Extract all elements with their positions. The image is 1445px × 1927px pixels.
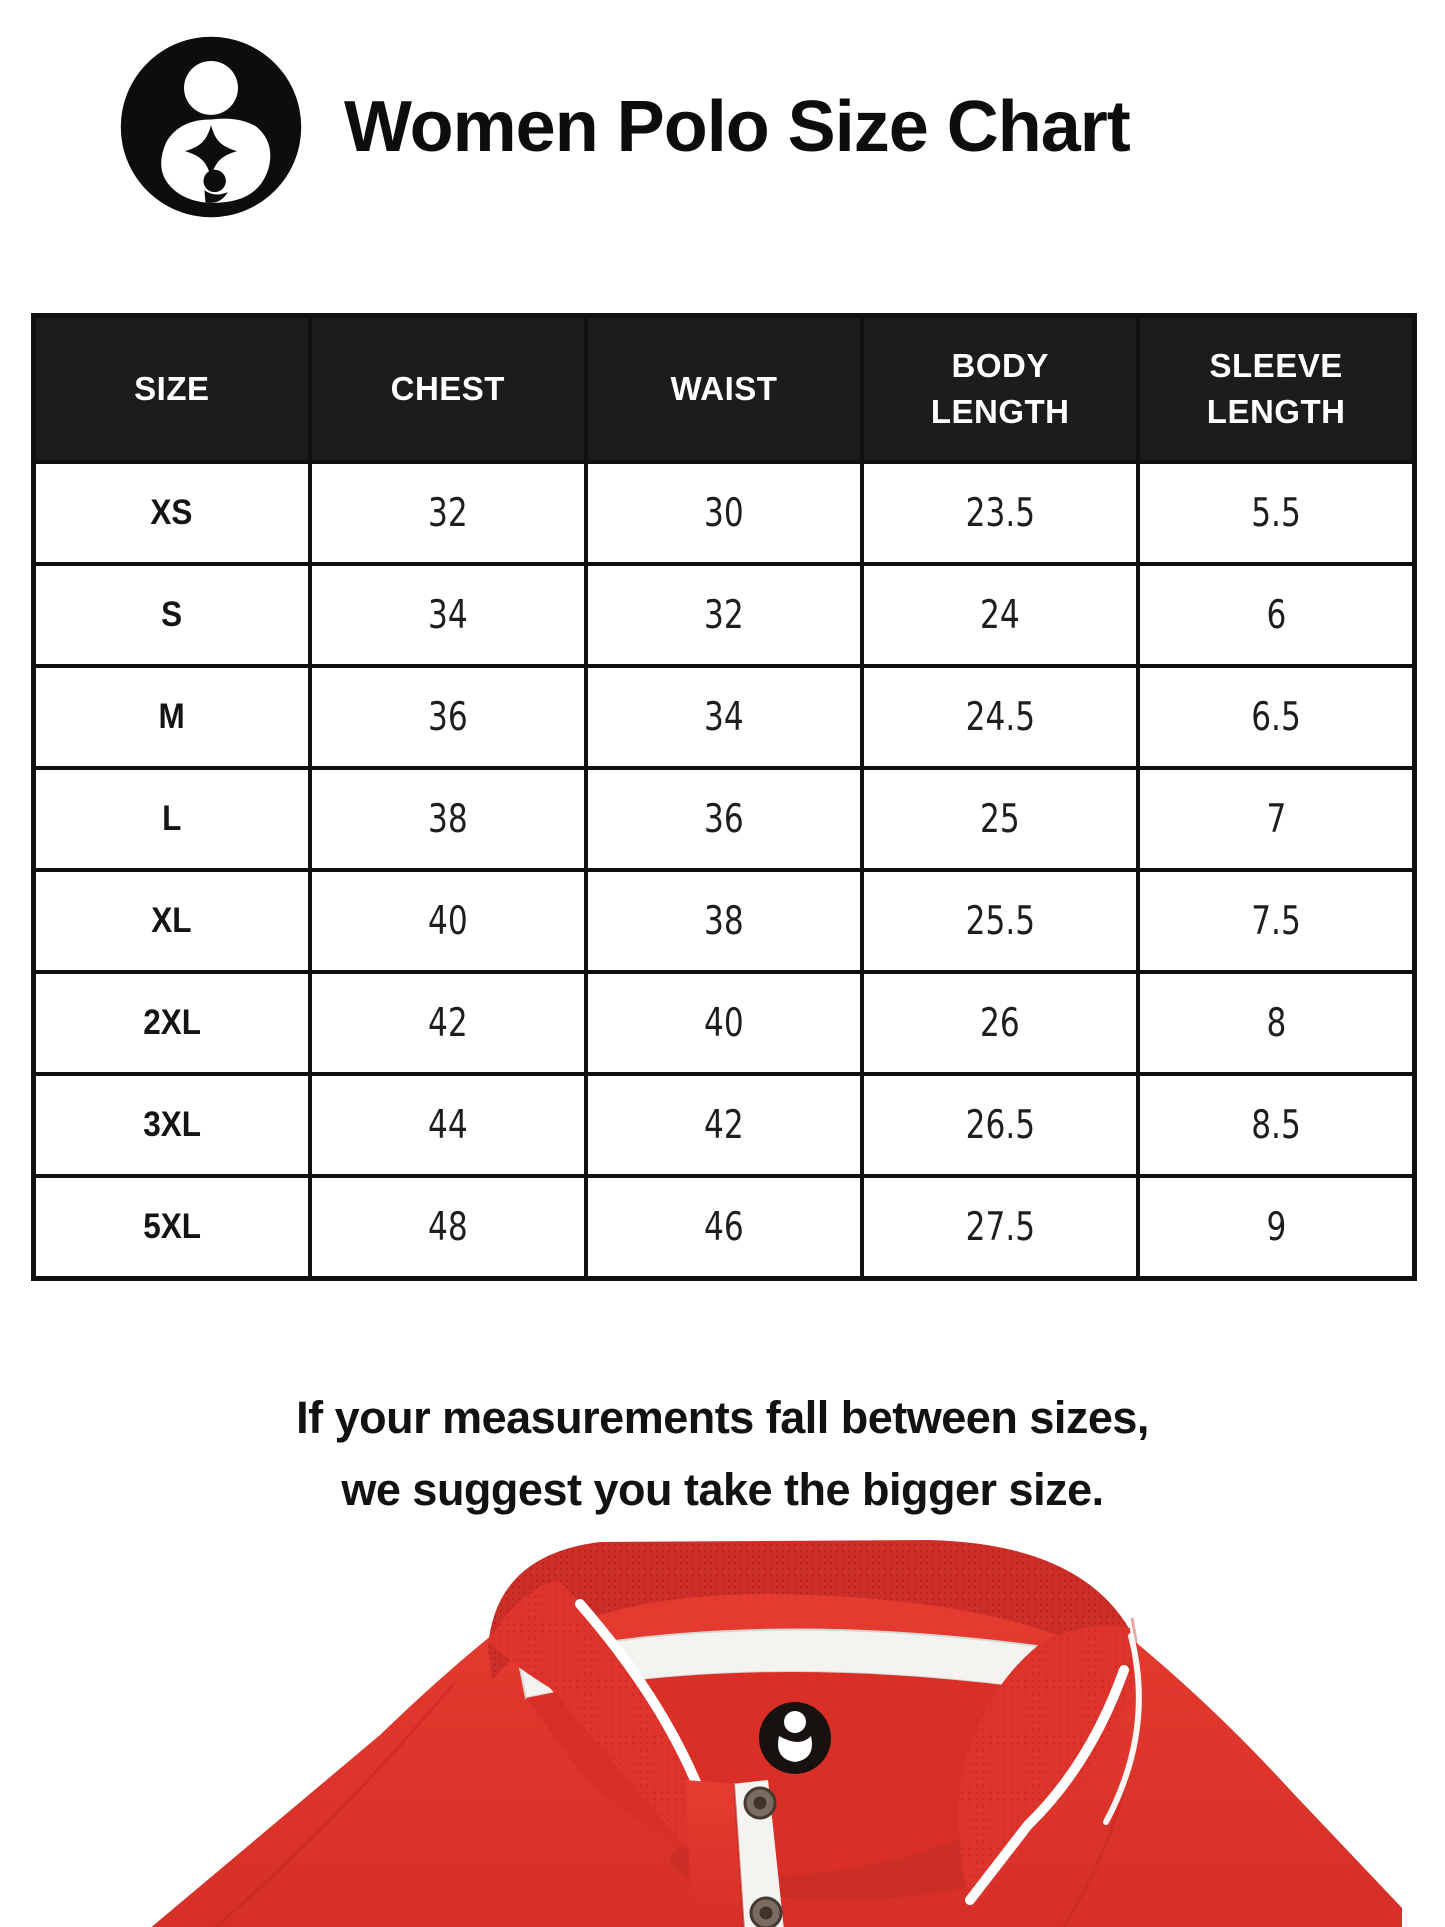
size-cell bbox=[34, 1074, 310, 1176]
polo-button bbox=[745, 1788, 775, 1818]
sizing-note-line1: If your measurements fall between sizes, bbox=[296, 1392, 1149, 1443]
size-value: M bbox=[158, 697, 185, 736]
size-value: 2XL bbox=[142, 1003, 201, 1042]
chest-cell bbox=[310, 1176, 586, 1279]
column-header-waist: WAIST bbox=[586, 316, 862, 463]
table-row-2xl bbox=[34, 972, 1415, 1074]
table-row-xl bbox=[34, 870, 1415, 972]
waist-cell bbox=[586, 972, 862, 1074]
sleeve-length-value: 5.5 bbox=[1251, 490, 1301, 536]
sleeve-length-value: 8.5 bbox=[1251, 1102, 1301, 1148]
body-length-value: 24.5 bbox=[965, 694, 1035, 740]
body-length-value: 25 bbox=[980, 796, 1021, 842]
chest-cell bbox=[310, 666, 586, 768]
body-length-value: 26.5 bbox=[965, 1102, 1035, 1148]
size-value: XS bbox=[150, 493, 193, 532]
sleeve-length-cell bbox=[1138, 564, 1414, 666]
body-length-cell bbox=[862, 1176, 1138, 1279]
neck-label-logo-icon bbox=[759, 1702, 831, 1774]
sleeve-length-cell bbox=[1138, 870, 1414, 972]
size-value: 5XL bbox=[142, 1207, 201, 1246]
sleeve-length-cell bbox=[1138, 462, 1414, 564]
body-length-value: 23.5 bbox=[965, 490, 1035, 536]
header bbox=[118, 34, 1130, 220]
size-chart-table bbox=[31, 313, 1417, 1281]
size-chart-table-wrap bbox=[31, 313, 1417, 1281]
size-cell bbox=[34, 564, 310, 666]
chest-cell bbox=[310, 1074, 586, 1176]
sleeve-length-cell bbox=[1138, 1074, 1414, 1176]
sleeve-length-value: 9 bbox=[1266, 1204, 1287, 1250]
body-length-cell bbox=[862, 1074, 1138, 1176]
body-length-cell bbox=[862, 462, 1138, 564]
waist-value: 46 bbox=[704, 1204, 744, 1250]
chest-cell bbox=[310, 462, 586, 564]
sleeve-length-cell bbox=[1138, 768, 1414, 870]
column-header-chest: CHEST bbox=[310, 316, 586, 463]
page-title: Women Polo Size Chart bbox=[344, 87, 1130, 167]
waist-cell bbox=[586, 1074, 862, 1176]
size-cell bbox=[34, 1176, 310, 1279]
waist-cell bbox=[586, 768, 862, 870]
size-value: XL bbox=[151, 901, 192, 940]
waist-value: 34 bbox=[704, 694, 744, 740]
size-cell bbox=[34, 972, 310, 1074]
chest-value: 44 bbox=[427, 1102, 468, 1148]
body-length-cell bbox=[862, 768, 1138, 870]
body-length-cell bbox=[862, 972, 1138, 1074]
waist-value: 32 bbox=[704, 592, 744, 638]
sleeve-length-cell bbox=[1138, 972, 1414, 1074]
sleeve-length-cell bbox=[1138, 666, 1414, 768]
polo-button bbox=[751, 1898, 781, 1927]
body-length-value: 24 bbox=[980, 592, 1021, 638]
table-row-5xl bbox=[34, 1176, 1415, 1279]
body-length-cell bbox=[862, 870, 1138, 972]
body-length-value: 26 bbox=[980, 1000, 1021, 1046]
chest-value: 38 bbox=[427, 796, 468, 842]
chest-cell bbox=[310, 972, 586, 1074]
chest-value: 34 bbox=[427, 592, 468, 638]
size-value: S bbox=[161, 595, 183, 634]
size-cell bbox=[34, 870, 310, 972]
table-row-l bbox=[34, 768, 1415, 870]
body-length-value: 27.5 bbox=[965, 1204, 1035, 1250]
table-row-xs bbox=[34, 462, 1415, 564]
sleeve-length-value: 6.5 bbox=[1251, 694, 1301, 740]
waist-value: 36 bbox=[704, 796, 744, 842]
sleeve-length-value: 6 bbox=[1266, 592, 1287, 638]
chest-value: 40 bbox=[427, 898, 468, 944]
waist-cell bbox=[586, 1176, 862, 1279]
sizing-note bbox=[0, 1382, 1445, 1526]
table-row-3xl bbox=[34, 1074, 1415, 1176]
mother-baby-logo-icon bbox=[118, 34, 304, 220]
column-header-size: SIZE bbox=[34, 316, 310, 463]
table-row-s bbox=[34, 564, 1415, 666]
chest-value: 42 bbox=[427, 1000, 468, 1046]
waist-cell bbox=[586, 564, 862, 666]
waist-cell bbox=[586, 870, 862, 972]
chest-cell bbox=[310, 768, 586, 870]
size-value: 3XL bbox=[142, 1105, 201, 1144]
size-cell bbox=[34, 666, 310, 768]
sleeve-length-value: 7 bbox=[1266, 796, 1287, 842]
chest-value: 32 bbox=[427, 490, 468, 536]
sizing-note-line2: we suggest you take the bigger size. bbox=[341, 1464, 1104, 1515]
red-polo-shirt-photo bbox=[0, 1530, 1445, 1927]
chest-cell bbox=[310, 870, 586, 972]
body-length-cell bbox=[862, 666, 1138, 768]
waist-value: 38 bbox=[704, 898, 744, 944]
waist-value: 40 bbox=[704, 1000, 744, 1046]
chest-value: 36 bbox=[427, 694, 468, 740]
column-header-sleeve-length: SLEEVE LENGTH bbox=[1138, 316, 1414, 463]
sleeve-length-cell bbox=[1138, 1176, 1414, 1279]
sleeve-length-value: 7.5 bbox=[1251, 898, 1301, 944]
body-length-value: 25.5 bbox=[965, 898, 1035, 944]
waist-cell bbox=[586, 666, 862, 768]
header-row bbox=[34, 316, 1415, 463]
size-value: L bbox=[162, 799, 182, 838]
column-header-body-length: BODY LENGTH bbox=[862, 316, 1138, 463]
waist-cell bbox=[586, 462, 862, 564]
waist-value: 42 bbox=[704, 1102, 744, 1148]
chest-cell bbox=[310, 564, 586, 666]
sleeve-length-value: 8 bbox=[1266, 1000, 1287, 1046]
chest-value: 48 bbox=[427, 1204, 468, 1250]
size-cell bbox=[34, 462, 310, 564]
size-cell bbox=[34, 768, 310, 870]
table-row-m bbox=[34, 666, 1415, 768]
waist-value: 30 bbox=[704, 490, 744, 536]
body-length-cell bbox=[862, 564, 1138, 666]
